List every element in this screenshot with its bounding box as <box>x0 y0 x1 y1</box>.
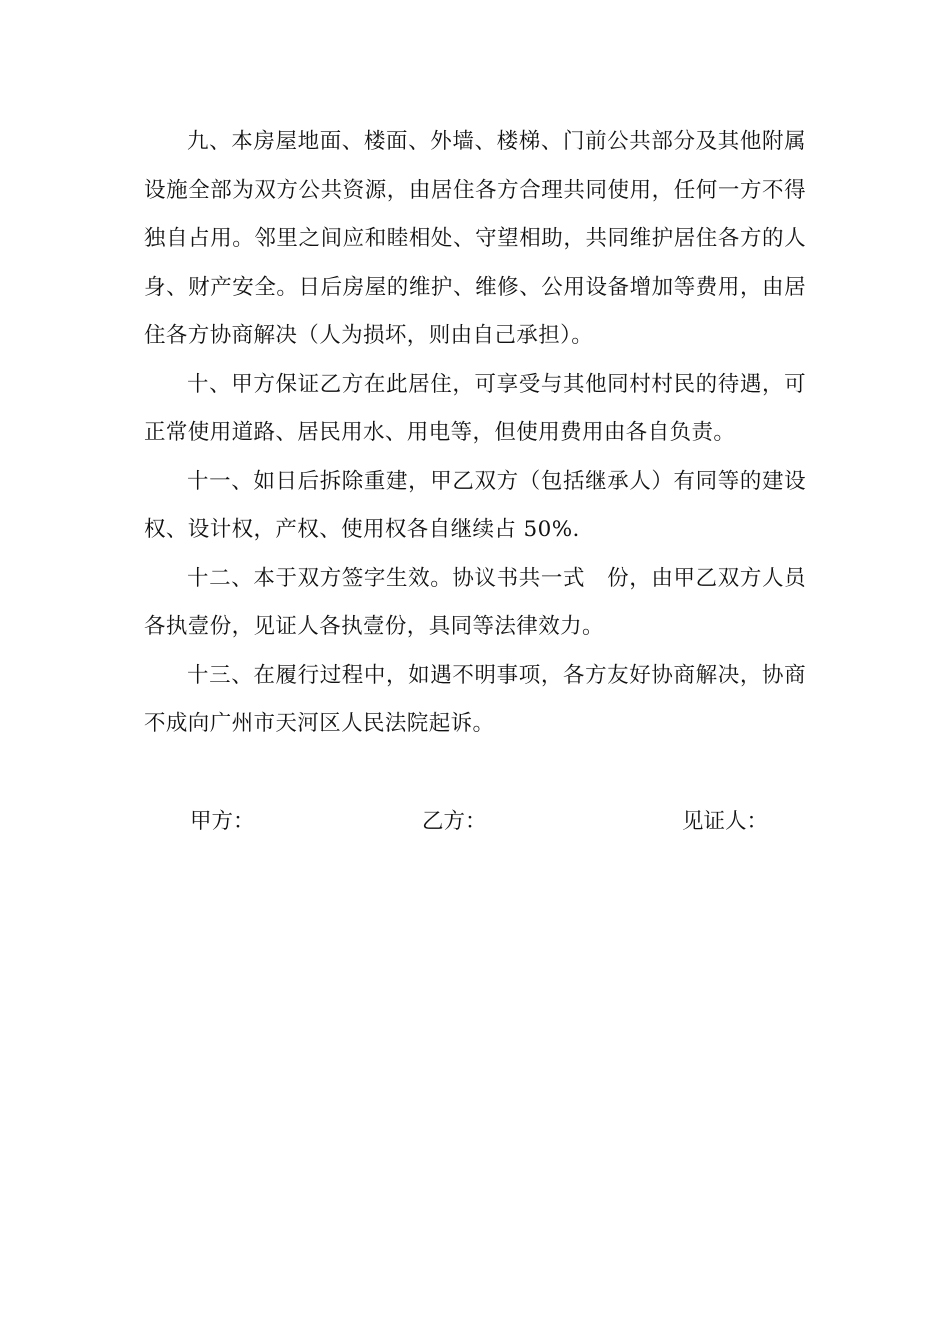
clause-11: 十一、如日后拆除重建，甲乙双方（包括继承人）有同等的建设权、设计权，产权、使用权各自继续占 50%. <box>144 468 806 542</box>
clause-12: 十二、本于双方签字生效。协议书共一式 份，由甲乙双方人员各执壹份，见证人各执壹份，具同等法律效力。 <box>144 565 806 639</box>
party-b-label: 乙方： <box>422 809 487 834</box>
document-body <box>144 118 806 749</box>
signature-block <box>0 798 950 846</box>
witness-label: 见证人： <box>682 809 769 834</box>
party-a-label: 甲方： <box>190 809 255 834</box>
clause-9: 九、本房屋地面、楼面、外墙、楼梯、门前公共部分及其他附属设施全部为双方公共资源，由居住各方合理共同使用，任何一方不得独自占用。邻里之间应和睦相处、守望相助，共同维护居住各方的人身、财产安全。日后房屋的维护、维修、公用设备增加等费用，由居住各方协商解决（人为损坏，则由自己承担）。 <box>144 129 806 348</box>
clause-13: 十三、在履行过程中，如遇不明事项，各方友好协商解决，协商不成向广州市天河区人民法院起诉。 <box>144 662 806 736</box>
clause-10: 十、甲方保证乙方在此居住，可享受与其他同村村民的待遇，可正常使用道路、居民用水、用电等，但使用费用由各自负责。 <box>144 371 806 445</box>
